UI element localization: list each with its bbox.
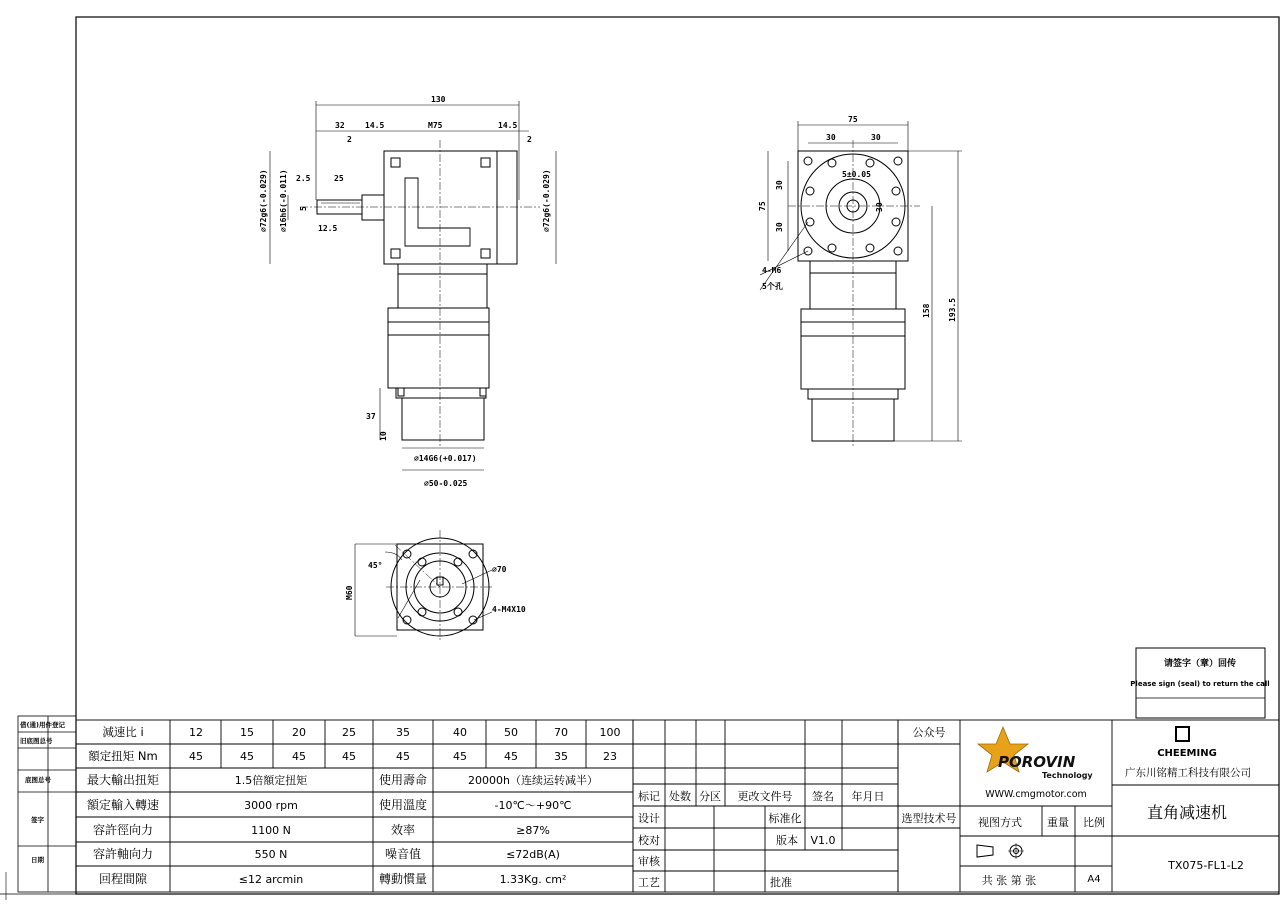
- tb-selection: 选型技术号: [901, 812, 957, 825]
- front-view: [259, 95, 556, 488]
- dim-phi72-right: ⌀72g6(-0.029): [542, 169, 551, 232]
- spec-value: 3000 rpm: [244, 799, 298, 812]
- dim-2-5: 2.5: [296, 174, 311, 183]
- dim-phi72-left: ⌀72g6(-0.029): [259, 169, 268, 232]
- dim-phi16: ⌀16h6(-0.011): [279, 169, 288, 232]
- dim-14-5-left: 14.5: [365, 121, 385, 130]
- tb-wechat: 公众号: [912, 726, 946, 739]
- tb-website: WWW.cmgmotor.com: [985, 789, 1087, 800]
- porovin-logo: [978, 727, 1093, 780]
- spec-label: 使用壽命: [378, 773, 428, 787]
- spec-ratio-label: 減速比 i: [102, 725, 144, 739]
- company-brand: CHEEMING: [1157, 748, 1217, 759]
- side-strip: [18, 716, 76, 892]
- brand-name: POROVIN: [998, 753, 1076, 771]
- rev-check: 校对: [638, 834, 660, 847]
- ratio-cell: 12: [189, 726, 203, 739]
- spec-label: 噪音值: [384, 847, 422, 861]
- ratio-cell: 50: [504, 726, 518, 739]
- dim-30-d: 30: [775, 222, 784, 232]
- spec-label: 容許軸向力: [92, 847, 154, 861]
- rev-version: V1.0: [810, 834, 836, 847]
- spec-value: 1.5倍額定扭矩: [234, 774, 308, 787]
- rev-chushu: 处数: [669, 790, 691, 803]
- spec-value: 1100 N: [251, 824, 291, 837]
- spec-label: 回程間隙: [98, 872, 148, 886]
- dim-158: 158: [922, 303, 931, 318]
- rev-file-no: 更改文件号: [737, 790, 793, 803]
- spec-label: 額定輸入轉速: [86, 798, 160, 812]
- dim-25: 25: [334, 174, 344, 183]
- side-strip-label: 旧底图总号: [20, 737, 53, 745]
- dim-30-a: 30: [826, 133, 836, 142]
- torque-cell: 23: [603, 750, 617, 763]
- tb-paper: A4: [1087, 874, 1101, 885]
- torque-cell: 45: [342, 750, 356, 763]
- ratio-cell: 35: [396, 726, 410, 739]
- dim-m75: M75: [428, 121, 443, 130]
- torque-cell: 45: [292, 750, 306, 763]
- spec-label: 轉動慣量: [378, 872, 428, 886]
- brand-sub: Technology: [1042, 771, 1093, 780]
- spec-value: ≤12 arcmin: [238, 873, 304, 886]
- torque-cell: 45: [504, 750, 518, 763]
- spec-label: 最大輸出扭矩: [86, 773, 160, 787]
- dim-total-width: 130: [431, 95, 446, 104]
- dim-12-5: 12.5: [318, 224, 338, 233]
- dim-m60: M60: [345, 585, 354, 600]
- dim-30-e: 30: [875, 202, 884, 212]
- spec-value: 20000h（连续运转减半）: [468, 774, 598, 787]
- cheeming-logo: [1157, 727, 1217, 759]
- torque-cell: 45: [240, 750, 254, 763]
- tb-sheets: 共 张 第 张: [981, 874, 1037, 887]
- dim-phi14: ⌀14G6(+0.017): [414, 454, 477, 463]
- tb-company: 广东川铭精工科技有限公司: [1125, 767, 1251, 779]
- torque-cell: 35: [554, 750, 568, 763]
- spec-value: -10℃～+90℃: [494, 799, 572, 812]
- dim-phi70: ⌀70: [492, 565, 507, 574]
- dim-holes-b: 5个孔: [762, 282, 783, 291]
- dim-2-left: 2: [347, 135, 352, 144]
- rev-sign: 签名: [812, 790, 834, 803]
- dim-5: 5: [299, 206, 308, 211]
- dim-phi50: ⌀50-0.025: [424, 479, 468, 488]
- dim-holes-a: 4-M6: [762, 266, 782, 275]
- revision-block: [633, 720, 898, 892]
- rev-fenqu: 分区: [699, 790, 721, 803]
- spec-value: 550 N: [254, 848, 288, 861]
- rev-design: 设计: [638, 812, 660, 825]
- spec-table: [76, 720, 633, 892]
- rev-approve: 批准: [770, 876, 792, 889]
- rev-review: 审核: [638, 855, 660, 868]
- rev-biaoji: 标记: [638, 790, 660, 803]
- rev-date: 年月日: [851, 790, 885, 803]
- side-strip-label: 底图总号: [25, 776, 51, 784]
- spec-value: 1.33Kg. cm²: [499, 873, 567, 886]
- tb-product: 直角减速机: [1146, 803, 1228, 822]
- seal-note-text: Please sign (seal) to return the call: [1130, 680, 1270, 688]
- dim-14-5-right: 14.5: [498, 121, 518, 130]
- dim-75-top: 75: [848, 115, 858, 124]
- tb-weight: 重量: [1047, 816, 1069, 829]
- ratio-cell: 20: [292, 726, 306, 739]
- dim-angle: 45°: [368, 561, 383, 570]
- rev-process: 工艺: [638, 876, 660, 889]
- dim-32: 32: [335, 121, 345, 130]
- dim-key: 5±0.05: [842, 170, 871, 179]
- ratio-cell: 25: [342, 726, 356, 739]
- dim-30-c: 30: [775, 180, 784, 190]
- side-strip-label: 签字: [31, 816, 44, 824]
- torque-cell: 45: [453, 750, 467, 763]
- projection-symbol-icon: [977, 843, 1024, 859]
- spec-label: 使用溫度: [378, 798, 428, 812]
- dim-193-5: 193.5: [948, 297, 957, 322]
- dim-30-b: 30: [871, 133, 881, 142]
- spec-value: ≥87%: [516, 824, 550, 837]
- side-view: [758, 115, 962, 448]
- side-strip-label: 借(通)用件登记: [20, 721, 65, 729]
- torque-cell: 45: [396, 750, 410, 763]
- dim-2-right: 2: [527, 135, 532, 144]
- ratio-cell: 40: [453, 726, 467, 739]
- torque-cell: 45: [189, 750, 203, 763]
- tb-scale: 比例: [1083, 816, 1105, 829]
- cheeming-mark-icon: [1176, 727, 1189, 741]
- spec-label: 容許徑向力: [92, 823, 154, 837]
- side-strip-label: 日期: [31, 856, 44, 864]
- spec-torque-label: 額定扭矩 Nm: [88, 749, 158, 763]
- rev-standard: 标准化: [768, 812, 802, 825]
- spec-value: ≤72dB(A): [506, 848, 560, 861]
- spec-label: 效率: [390, 823, 416, 837]
- rev-version-label: 版本: [776, 834, 798, 847]
- bottom-view: [345, 530, 526, 640]
- dim-75-left: 75: [758, 201, 767, 211]
- dim-37: 37: [366, 412, 376, 421]
- title-block: [898, 720, 1279, 892]
- tb-view-method: 视图方式: [978, 816, 1022, 829]
- ratio-cell: 70: [554, 726, 568, 739]
- seal-note-title: 请签字（章）回传: [1163, 659, 1237, 669]
- seal-note-box: [1130, 648, 1269, 718]
- dim-holes: 4-M4X10: [492, 605, 526, 614]
- dim-10: 10: [379, 431, 388, 441]
- ratio-cell: 15: [240, 726, 254, 739]
- ratio-cell: 100: [599, 726, 621, 739]
- tb-model: TX075-FL1-L2: [1168, 859, 1244, 872]
